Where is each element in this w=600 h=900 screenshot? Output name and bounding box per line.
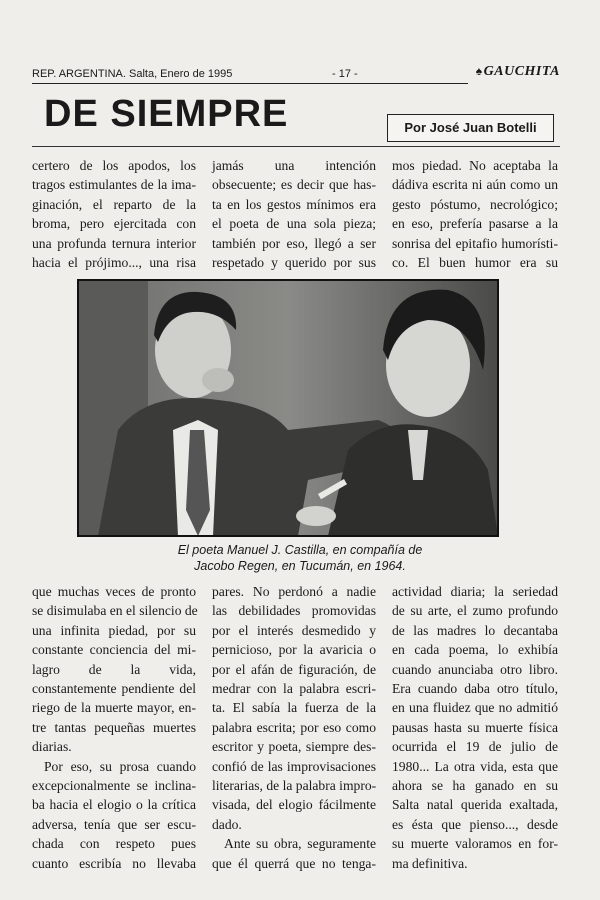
text-line: mos piedad. No aceptaba la — [392, 158, 558, 173]
photograph — [77, 279, 499, 537]
page-number: - 17 - — [332, 68, 358, 80]
top-column-2 — [212, 156, 376, 272]
bottom-column-2 — [212, 582, 376, 873]
text-line: pausas hasta su muerte física — [392, 719, 558, 735]
text-line: constantemente pendiente del — [32, 681, 196, 697]
text-line: ta. El sabía la fuerza de la — [212, 700, 376, 716]
bottom-column-1 — [32, 582, 196, 873]
text-line: cuando anunciaba otro libro. — [392, 661, 558, 677]
text-line: respetado y querido por sus — [212, 255, 376, 271]
text-line: constante conciencia del mi- — [32, 642, 196, 658]
top-column-1 — [32, 156, 196, 272]
text-line: por el afán de figuración, de — [212, 661, 376, 677]
text-line: medrar con la palabra escri- — [212, 681, 376, 697]
photo-caption — [110, 542, 490, 574]
text-line: sonrisa del epitafio humorísti- — [392, 235, 558, 251]
header-dateline: REP. ARGENTINA. Salta, Enero de 1995 — [32, 68, 233, 80]
text-line: dádiva escrita ni aún como un — [392, 177, 558, 193]
text-line: adversa, tenía que ser escu- — [32, 816, 196, 832]
text-line: broma, pero ejercitada con — [32, 216, 196, 232]
text-line: también por eso, llegó a ser — [212, 235, 376, 251]
text-line: el poeta de una sola pieza; — [212, 216, 376, 232]
header-rule — [32, 83, 468, 84]
caption-line: Jacobo Regen, en Tucumán, en 1964. — [194, 559, 406, 573]
text-line: Ante su obra, seguramente — [224, 836, 376, 852]
photo-image — [78, 280, 498, 536]
text-line: las debilidades promovidas — [212, 603, 376, 619]
text-line: escritor y poeta, siempre des- — [212, 739, 376, 755]
hat-icon: ♠ — [475, 64, 483, 78]
masthead-logo — [476, 64, 560, 80]
bottom-column-3 — [392, 582, 558, 873]
headline: DE SIEMPRE — [44, 93, 289, 135]
text-line: se disimulaba en el silencio de — [32, 603, 198, 619]
text-line: por el interés desmedido y — [212, 622, 376, 638]
text-line: cuanto escribía no llevaba — [32, 855, 196, 871]
text-line: riego de la muerte mayor, en- — [32, 700, 196, 716]
text-line: su muerte valoramos en for- — [392, 836, 558, 852]
text-line: excepcionalmente se inclina- — [32, 778, 196, 794]
text-line: confió de las improvisaciones — [212, 758, 376, 774]
text-line: que muchas veces de pronto — [32, 584, 196, 599]
text-line: obsecuente; es decir que has- — [212, 177, 376, 193]
text-line: es ésta que pienso..., desde — [392, 816, 558, 832]
text-line: dado. — [212, 816, 242, 832]
text-line: Por eso, su prosa cuando — [44, 758, 196, 774]
text-line: una infinita piedad, por su — [32, 622, 196, 638]
headline-rule — [32, 146, 560, 147]
top-column-3 — [392, 156, 558, 272]
text-line: en eso, prefería pasarse a la — [392, 216, 558, 232]
text-line: Era cuando daba otro título, — [392, 681, 558, 697]
text-line: ginación, el reparto de la — [32, 196, 196, 212]
text-line: actividad diaria; la seriedad — [392, 584, 558, 599]
text-line: tre tantas pequeñas muertes — [32, 719, 196, 735]
text-line: lagro de la vida, — [32, 661, 196, 677]
text-line: Salta natal querida exaltada, — [392, 797, 558, 813]
text-line: chada con respeto pues — [32, 836, 196, 852]
text-line: literarias, de la palabra impro- — [212, 778, 377, 794]
text-line: ba hacia el elogio o la crítica — [32, 797, 196, 813]
text-line: tragos estimulantes de la ima- — [32, 177, 196, 193]
text-line: diarias. — [32, 739, 72, 755]
text-line: certero de los apodos, los — [32, 158, 196, 173]
byline: Por José Juan Botelli — [387, 114, 554, 142]
text-line: que él querrá que no tenga- — [212, 855, 376, 871]
text-line: una profunda ternura interior — [32, 235, 196, 251]
text-line: 1980... La otra vida, esta que — [392, 758, 558, 774]
text-line: en cada poema, lo exhibía — [392, 642, 558, 658]
caption-line: El poeta Manuel J. Castilla, en compañía de — [177, 543, 423, 557]
text-line: ma definitiva. — [392, 855, 468, 871]
text-line: pernicioso, por la avaricia o — [212, 642, 376, 658]
text-line: ta en los gestos mínimos era — [212, 196, 376, 212]
masthead-logo-text: GAUCHITA — [483, 64, 560, 79]
text-line: de su arte, el zumo profundo — [392, 603, 558, 619]
text-line: jamás una intención — [212, 158, 376, 173]
text-line: co. El buen humor era su — [392, 255, 558, 271]
text-line: en una fluidez que no admitió — [392, 700, 558, 716]
text-line: gesto póstumo, necrológico; — [392, 196, 558, 212]
text-line: ocurrida el 19 de julio de — [392, 739, 558, 755]
text-line: pares. No perdonó a nadie — [212, 584, 376, 599]
text-line: de las madres lo decantaba — [392, 622, 558, 638]
text-line: hacia el prójimo..., una risa — [32, 255, 196, 271]
text-line: visada, del elogio fácilmente — [212, 797, 376, 813]
text-line: palabra escrita; por eso como — [212, 719, 376, 735]
text-line: ahora se ha ganado en su — [392, 778, 558, 794]
